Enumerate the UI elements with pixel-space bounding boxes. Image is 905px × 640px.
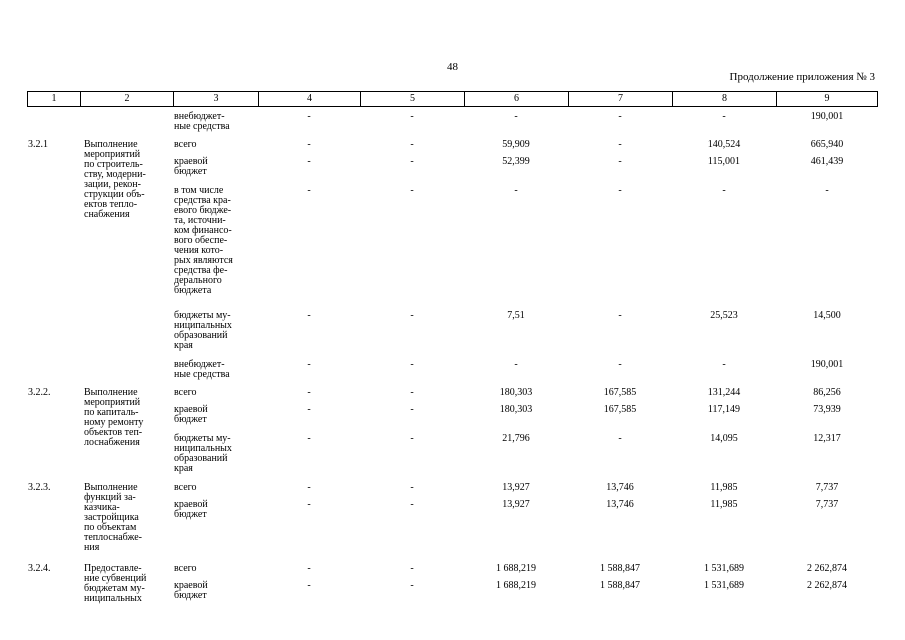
table-cell: -: [307, 310, 311, 321]
table-cell: -: [307, 580, 311, 591]
table-cell: -: [410, 139, 414, 150]
table-cell: в том числе средства кра- евого бюдже- та, источни- ком финансо- вого обеспе- чения кото- рых являются средства фе- дерального бюджета: [174, 185, 233, 296]
continuation-label: Продолжение приложения № 3: [729, 71, 875, 83]
table-cell: -: [618, 156, 622, 167]
table-cell: 167,585: [603, 404, 637, 415]
table-cell: всего: [174, 563, 197, 574]
table-cell: всего: [174, 387, 197, 398]
table-cell: -: [514, 111, 518, 122]
table-cell: 131,244: [707, 387, 741, 398]
table-cell: 190,001: [810, 359, 844, 370]
table-cell: всего: [174, 482, 197, 493]
table-cell: -: [307, 111, 311, 122]
table-cell: -: [722, 111, 726, 122]
table-cell: 13,927: [502, 499, 530, 510]
table-cell: бюджеты му- ниципальных образований края: [174, 310, 232, 351]
table-cell: -: [410, 499, 414, 510]
table-cell: -: [722, 359, 726, 370]
column-header: 4: [258, 91, 360, 107]
table-cell: 665,940: [810, 139, 844, 150]
table-cell: 14,095: [710, 433, 738, 444]
table-cell: 3.2.2.: [28, 387, 51, 398]
table-cell: 190,001: [810, 111, 844, 122]
table-cell: -: [410, 185, 414, 196]
column-header: 8: [672, 91, 776, 107]
table-cell: -: [410, 111, 414, 122]
column-header: 5: [360, 91, 464, 107]
table-cell: 73,939: [813, 404, 841, 415]
column-header: 7: [568, 91, 672, 107]
table-cell: 25,523: [710, 310, 738, 321]
table-cell: -: [410, 482, 414, 493]
table-cell: 2 262,874: [807, 563, 847, 574]
table-cell: 180,303: [499, 387, 533, 398]
table-cell: 1 531,689: [704, 580, 744, 591]
column-header: 2: [80, 91, 173, 107]
table-cell: 11,985: [710, 482, 738, 493]
table-cell: 13,927: [502, 482, 530, 493]
table-cell: -: [410, 310, 414, 321]
table-cell: 13,746: [606, 482, 634, 493]
table-cell: бюджеты му- ниципальных образований края: [174, 433, 232, 474]
table-cell: -: [410, 433, 414, 444]
table-cell: краевой бюджет: [174, 499, 208, 520]
table-cell: 3.2.3.: [28, 482, 51, 493]
table-cell: -: [307, 499, 311, 510]
table-cell: 115,001: [707, 156, 741, 167]
table-cell: -: [410, 563, 414, 574]
table-cell: -: [410, 404, 414, 415]
table-cell: Выполнение функций за- казчика- застройщика по объектам теплоснабже- ния: [84, 482, 143, 553]
column-header: 1: [27, 91, 80, 107]
table-cell: -: [618, 359, 622, 370]
table-cell: 167,585: [603, 387, 637, 398]
table-cell: краевой бюджет: [174, 156, 208, 177]
table-cell: 3.2.1: [28, 139, 48, 150]
table-cell: 59,909: [502, 139, 530, 150]
table-cell: 1 531,689: [704, 563, 744, 574]
table-cell: -: [307, 156, 311, 167]
page-number: 48: [447, 61, 458, 73]
table-cell: -: [307, 387, 311, 398]
table-cell: -: [514, 359, 518, 370]
table-cell: 14,500: [813, 310, 841, 321]
column-header: 9: [776, 91, 878, 107]
table-cell: 21,796: [502, 433, 530, 444]
table-cell: 7,51: [507, 310, 525, 321]
table-cell: 117,149: [707, 404, 741, 415]
table-cell: -: [307, 482, 311, 493]
table-cell: всего: [174, 139, 197, 150]
table-cell: внебюджет- ные средства: [174, 359, 230, 380]
table-cell: 1 588,847: [600, 580, 640, 591]
column-header: 6: [464, 91, 568, 107]
table-cell: -: [514, 185, 518, 196]
table-cell: -: [410, 387, 414, 398]
table-cell: краевой бюджет: [174, 404, 208, 425]
table-cell: 2 262,874: [807, 580, 847, 591]
table-cell: -: [618, 310, 622, 321]
table-cell: краевой бюджет: [174, 580, 208, 601]
table-cell: 12,317: [813, 433, 841, 444]
table-cell: -: [307, 563, 311, 574]
table-cell: 140,524: [707, 139, 741, 150]
table-cell: 7,737: [815, 499, 839, 510]
table-cell: Выполнение мероприятий по строитель- ству, модерни- зации, рекон- струкции объ- ектов тепло- снабжения: [84, 139, 146, 220]
table-cell: 461,439: [810, 156, 844, 167]
table-cell: -: [618, 185, 622, 196]
table-cell: 11,985: [710, 499, 738, 510]
table-cell: -: [618, 433, 622, 444]
table-cell: 1 588,847: [600, 563, 640, 574]
table-cell: -: [410, 580, 414, 591]
table-cell: 3.2.4.: [28, 563, 51, 574]
table-cell: Выполнение мероприятий по капиталь- ному ремонту объектов теп- лоснабжения: [84, 387, 144, 448]
table-cell: 7,737: [815, 482, 839, 493]
table-cell: 1 688,219: [496, 563, 536, 574]
table-cell: 1 688,219: [496, 580, 536, 591]
table-cell: Предоставле- ние субвенций бюджетам му- ниципальных: [84, 563, 147, 604]
table-cell: 86,256: [813, 387, 841, 398]
table-cell: -: [825, 185, 829, 196]
table-cell: -: [410, 156, 414, 167]
column-header: 3: [173, 91, 258, 107]
table-cell: -: [618, 139, 622, 150]
table-cell: -: [307, 404, 311, 415]
table-cell: -: [618, 111, 622, 122]
table-cell: 180,303: [499, 404, 533, 415]
table-cell: -: [307, 359, 311, 370]
table-cell: -: [307, 185, 311, 196]
table-cell: -: [307, 433, 311, 444]
table-cell: 52,399: [502, 156, 530, 167]
table-cell: 13,746: [606, 499, 634, 510]
table-cell: внебюджет- ные средства: [174, 111, 230, 132]
table-cell: -: [722, 185, 726, 196]
table-cell: -: [307, 139, 311, 150]
table-cell: -: [410, 359, 414, 370]
